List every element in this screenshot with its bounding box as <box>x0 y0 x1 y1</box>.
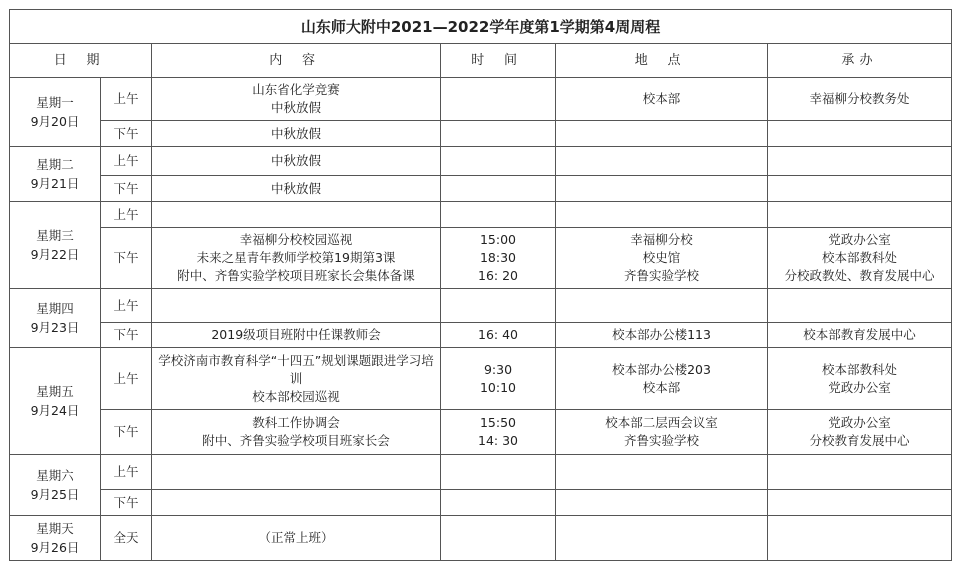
content-line: 未来之星青年教师学校第19期第3课 <box>196 250 396 265</box>
header-row <box>10 44 952 78</box>
host-line: 幸福柳分校教务处 <box>809 91 910 106</box>
period-label: 下午 <box>101 323 152 348</box>
time-cell <box>441 228 556 289</box>
day-name: 星期二 <box>36 157 74 172</box>
period-label: 全天 <box>101 516 152 561</box>
host-line: 党政办公室 <box>828 232 891 247</box>
time-cell <box>441 516 556 561</box>
time-cell <box>441 410 556 455</box>
period-label: 上午 <box>101 202 152 228</box>
time-line: 18:30 <box>479 250 517 265</box>
day-date: 9月21日 <box>30 176 80 191</box>
day-date: 9月20日 <box>30 114 80 129</box>
content-cell <box>152 323 441 348</box>
schedule-row <box>10 323 952 348</box>
place-cell <box>556 516 768 561</box>
place-cell <box>556 410 768 455</box>
content-cell <box>152 289 441 323</box>
time-cell <box>441 455 556 490</box>
time-line: 16: 40 <box>478 327 518 342</box>
weekly-schedule-table <box>9 9 952 561</box>
period-label: 下午 <box>101 176 152 202</box>
content-cell <box>152 410 441 455</box>
place-cell <box>556 78 768 121</box>
schedule-row <box>10 121 952 147</box>
schedule-document <box>9 9 952 561</box>
host-line: 分校教育发展中心 <box>809 433 910 448</box>
content-cell <box>152 516 441 561</box>
content-line: 中秋放假 <box>270 153 321 168</box>
period-label: 下午 <box>101 121 152 147</box>
content-cell <box>152 121 441 147</box>
day-name: 星期六 <box>36 468 74 483</box>
period-label: 上午 <box>101 348 152 410</box>
host-cell <box>768 323 952 348</box>
place-line: 校史馆 <box>642 250 681 265</box>
content-line: （正常上班） <box>258 530 334 545</box>
time-cell <box>441 147 556 176</box>
host-cell <box>768 516 952 561</box>
host-cell <box>768 410 952 455</box>
day-cell <box>10 289 101 348</box>
content-line: 附中、齐鲁实验学校项目班家长会 <box>202 433 390 448</box>
time-line: 15:00 <box>479 232 517 247</box>
content-cell <box>152 202 441 228</box>
place-line: 校本部二层西会议室 <box>605 415 718 430</box>
day-cell <box>10 147 101 202</box>
schedule-row <box>10 78 952 121</box>
host-cell <box>768 176 952 202</box>
place-cell <box>556 176 768 202</box>
schedule-row <box>10 228 952 289</box>
day-name: 星期五 <box>36 384 74 399</box>
day-date: 9月26日 <box>30 540 80 555</box>
content-cell <box>152 147 441 176</box>
day-cell <box>10 202 101 289</box>
host-line: 校本部教育发展中心 <box>803 327 916 342</box>
content-line: 教科工作协调会 <box>252 415 340 430</box>
host-cell <box>768 289 952 323</box>
period-label: 下午 <box>101 490 152 516</box>
day-name: 星期天 <box>36 521 74 536</box>
time-cell <box>441 289 556 323</box>
content-cell <box>152 348 441 410</box>
place-line: 校本部办公楼203 <box>612 361 711 377</box>
host-cell <box>768 348 952 410</box>
schedule-row <box>10 289 952 323</box>
period-label: 下午 <box>101 410 152 455</box>
content-line: 中秋放假 <box>270 180 321 196</box>
schedule-row <box>10 202 952 228</box>
schedule-row <box>10 516 952 561</box>
content-cell <box>152 78 441 121</box>
schedule-row <box>10 176 952 202</box>
schedule-row <box>10 410 952 455</box>
header-host: 承办 <box>768 44 952 78</box>
content-line: 山东省化学竞赛 <box>252 82 340 97</box>
host-cell <box>768 228 952 289</box>
place-line: 校本部 <box>642 91 681 106</box>
place-line: 幸福柳分校 <box>630 232 693 247</box>
place-cell <box>556 147 768 176</box>
day-name: 星期三 <box>36 228 74 243</box>
place-cell <box>556 202 768 228</box>
time-cell <box>441 348 556 410</box>
time-line: 15:50 <box>479 415 517 430</box>
host-cell <box>768 147 952 176</box>
place-line: 校本部办公楼113 <box>612 327 711 342</box>
schedule-row <box>10 348 952 410</box>
place-cell <box>556 228 768 289</box>
place-cell <box>556 455 768 490</box>
place-cell <box>556 323 768 348</box>
host-cell <box>768 121 952 147</box>
host-cell <box>768 490 952 516</box>
place-cell <box>556 121 768 147</box>
content-cell <box>152 176 441 202</box>
time-line: 16: 20 <box>478 268 518 283</box>
content-cell <box>152 228 441 289</box>
host-cell <box>768 78 952 121</box>
time-cell <box>441 323 556 348</box>
content-cell <box>152 490 441 516</box>
time-cell <box>441 176 556 202</box>
period-label: 上午 <box>101 147 152 176</box>
header-place: 地 点 <box>556 44 768 78</box>
day-name: 星期一 <box>36 95 74 110</box>
period-label: 上午 <box>101 289 152 323</box>
day-cell <box>10 516 101 561</box>
schedule-row <box>10 147 952 176</box>
header-date: 日 期 <box>10 44 152 78</box>
host-cell <box>768 455 952 490</box>
period-label: 上午 <box>101 455 152 490</box>
time-cell <box>441 121 556 147</box>
header-content: 内 容 <box>152 44 441 78</box>
place-cell <box>556 490 768 516</box>
day-date: 9月23日 <box>30 320 80 335</box>
schedule-row <box>10 455 952 490</box>
content-line: 2019级项目班附中任课教师会 <box>211 327 381 342</box>
host-line: 党政办公室 <box>828 415 891 430</box>
day-cell <box>10 455 101 516</box>
content-line: 中秋放假 <box>270 100 321 115</box>
content-cell <box>152 455 441 490</box>
day-cell <box>10 348 101 455</box>
host-line: 校本部教科处 <box>822 250 898 265</box>
place-line: 齐鲁实验学校 <box>623 433 699 448</box>
host-line: 党政办公室 <box>828 379 891 395</box>
period-label: 上午 <box>101 78 152 121</box>
day-date: 9月24日 <box>30 403 80 418</box>
content-line: 幸福柳分校校园巡视 <box>239 232 353 247</box>
content-line: 校本部校园巡视 <box>252 388 340 404</box>
content-line: 中秋放假 <box>270 125 321 141</box>
time-cell <box>441 490 556 516</box>
time-line: 10:10 <box>479 379 517 395</box>
host-cell <box>768 202 952 228</box>
day-date: 9月22日 <box>30 247 80 262</box>
time-cell <box>441 78 556 121</box>
place-cell <box>556 289 768 323</box>
day-cell <box>10 78 101 147</box>
time-line: 14: 30 <box>478 433 518 448</box>
schedule-row <box>10 490 952 516</box>
content-line: 附中、齐鲁实验学校项目班家长会集体备课 <box>177 268 415 283</box>
host-line: 分校政教处、教育发展中心 <box>784 268 935 283</box>
day-name: 星期四 <box>36 301 74 316</box>
time-line: 9:30 <box>483 361 513 377</box>
header-time: 时 间 <box>441 44 556 78</box>
day-date: 9月25日 <box>30 487 80 502</box>
host-line: 校本部教科处 <box>822 361 898 377</box>
schedule-title: 山东师大附中2021—2022学年度第1学期第4周周程 <box>10 10 952 44</box>
time-cell <box>441 202 556 228</box>
place-cell <box>556 348 768 410</box>
content-line: 学校济南市教育科学“十四五”规划课题跟进学习培训 <box>158 352 434 386</box>
place-line: 齐鲁实验学校 <box>623 268 699 283</box>
place-line: 校本部 <box>642 379 681 395</box>
period-label: 下午 <box>101 228 152 289</box>
